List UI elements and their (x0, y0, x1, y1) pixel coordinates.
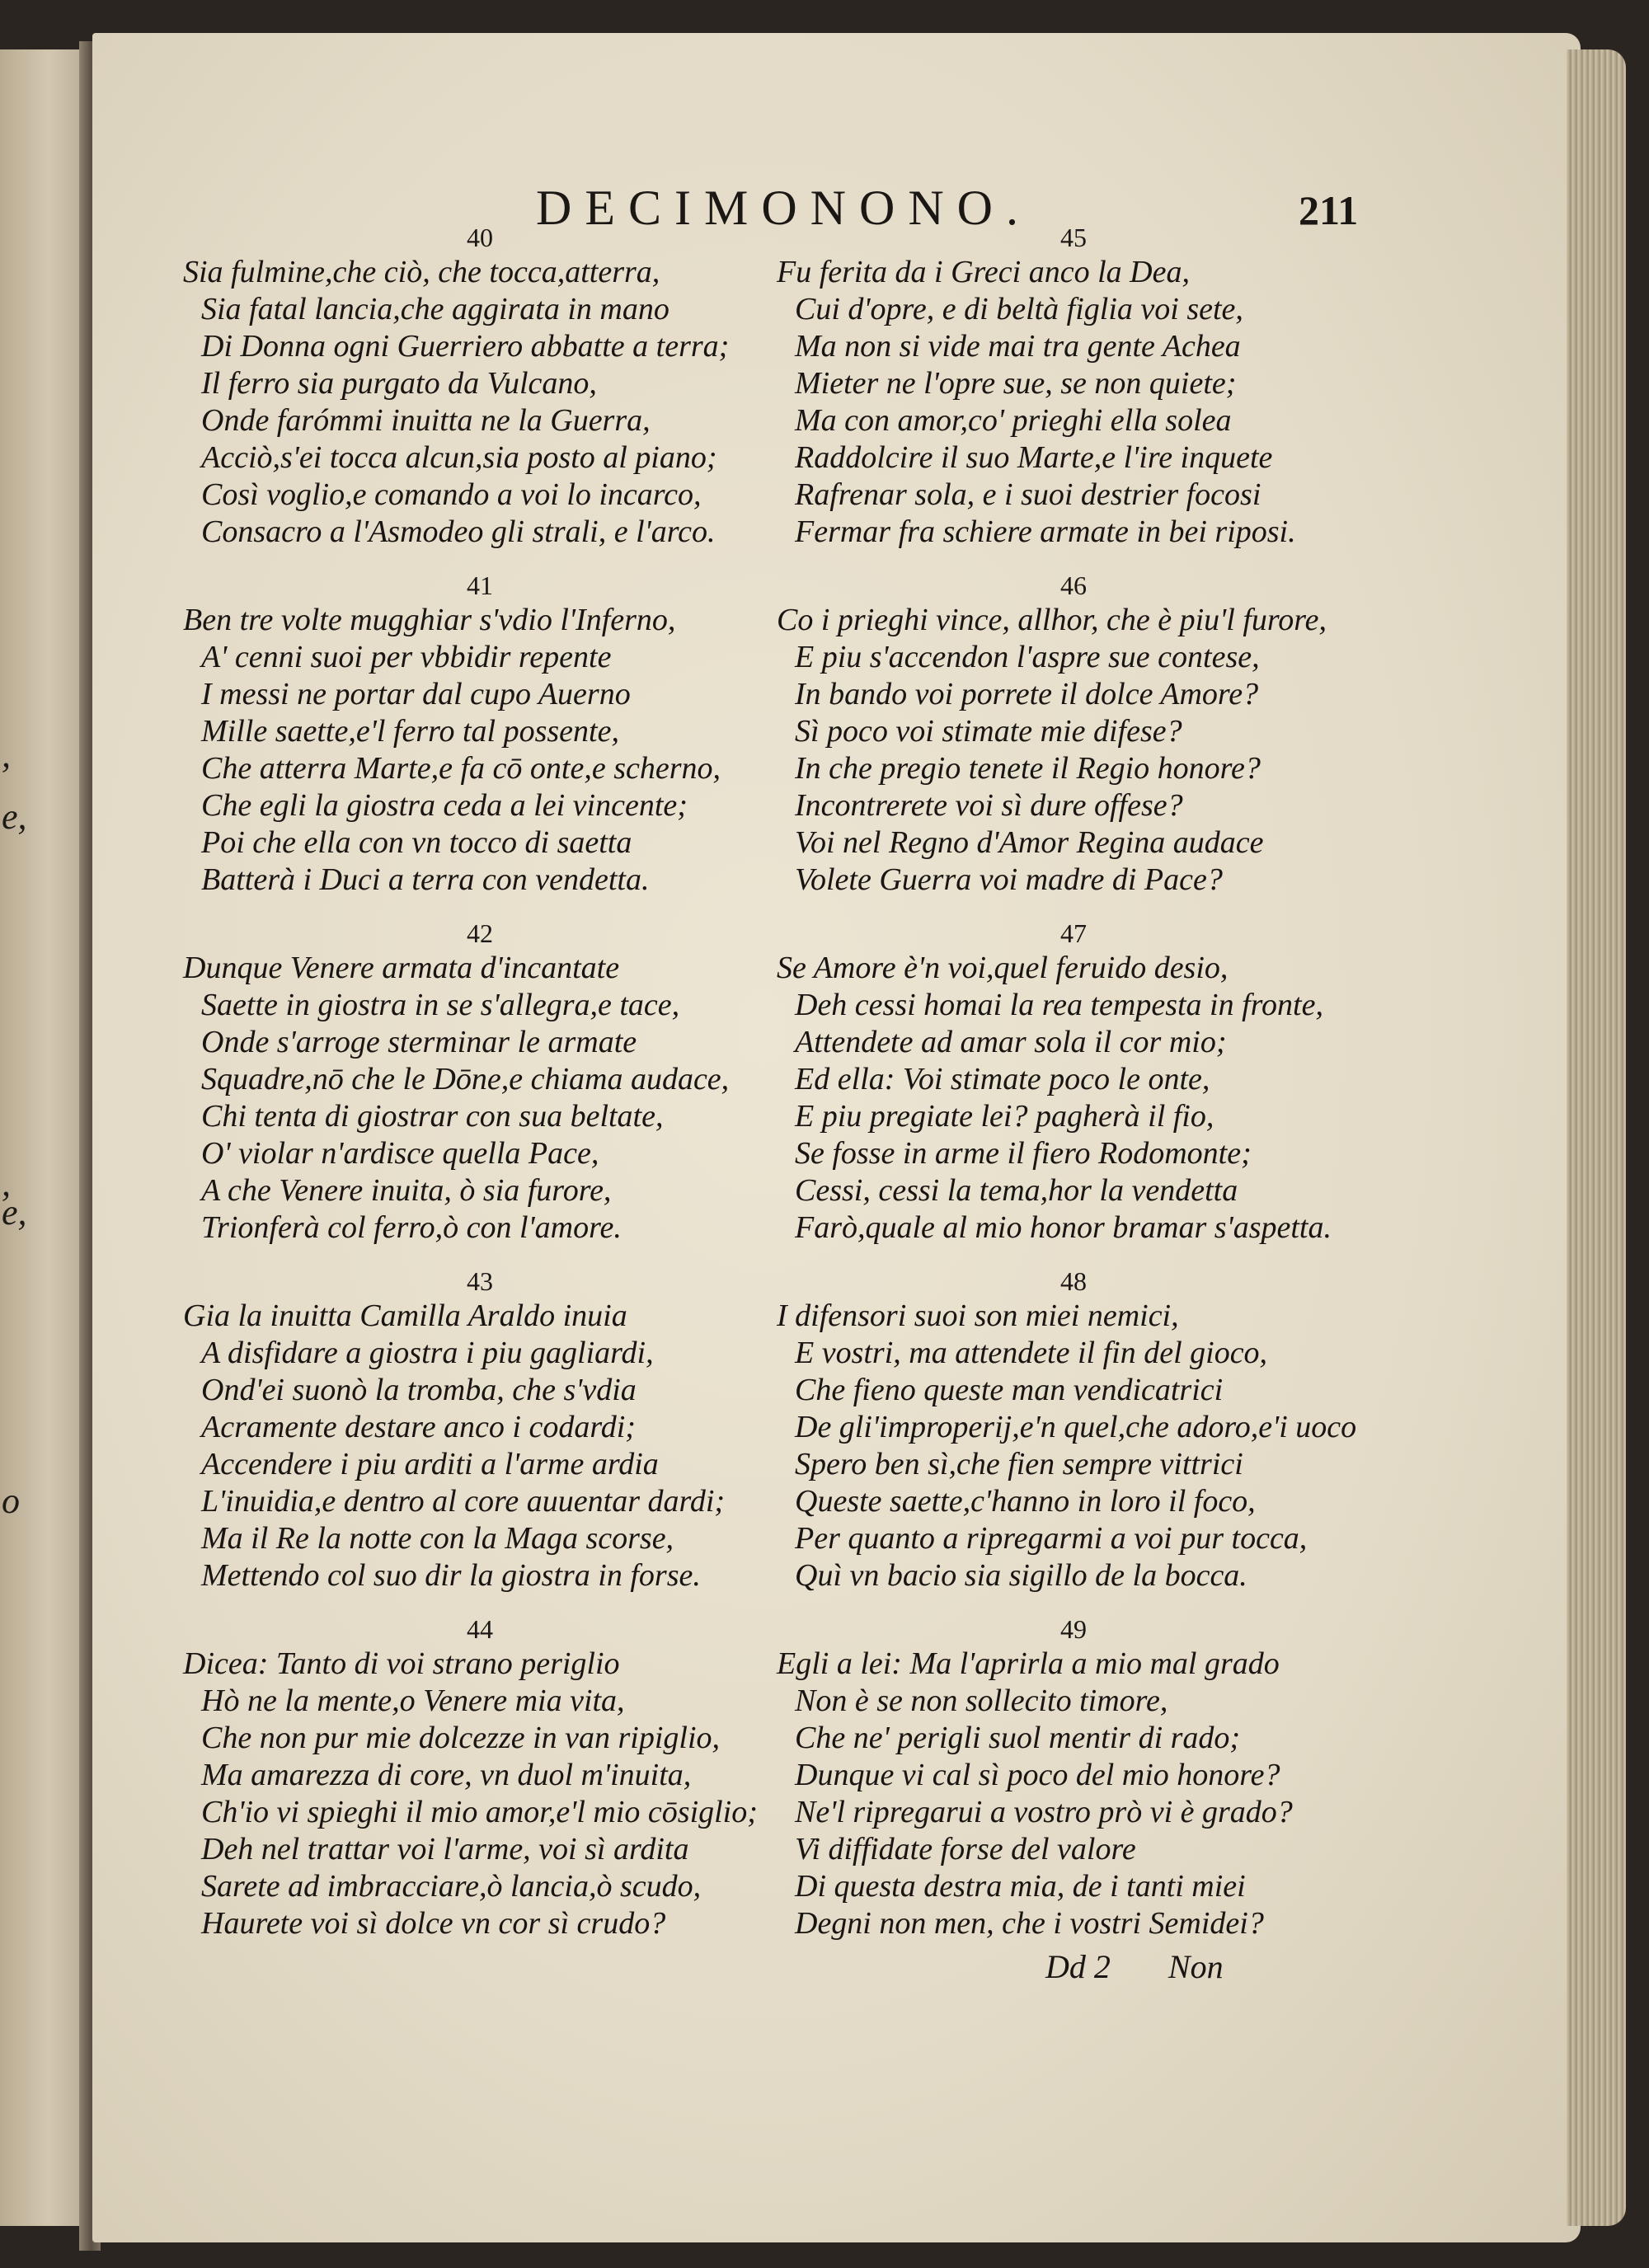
page-edges (1567, 49, 1626, 2226)
stanza (777, 1265, 1370, 1613)
verse-line: O' violar n'ardisce quella Pace, (201, 1136, 599, 1171)
running-title: DECIMONONO. (536, 181, 1031, 235)
verse-line: In che pregio tenete il Regio honore? (795, 751, 1261, 786)
verse-line: Saette in giostra in se s'allegra,e tace, (201, 988, 680, 1022)
verse-line: Così voglio,e comando a voi lo incarco, (201, 477, 702, 512)
verse-line: Fermar fra schiere armate in bei riposi. (795, 514, 1296, 549)
verse-line: Acciò,s'ei tocca alcun,sia posto al piano; (201, 440, 717, 475)
verse-line: De gli'improperij,e'n quel,che adoro,e'i uoco (795, 1410, 1357, 1444)
stanza (183, 1265, 777, 1613)
verse-line: Vi diffidate forse del valore (795, 1832, 1136, 1867)
verse-line: Deh nel trattar voi l'arme, voi sì ardita (201, 1832, 689, 1867)
verse-line: Se fosse in arme il fiero Rodomonte; (795, 1136, 1252, 1171)
stanza-number: 49 (1060, 1614, 1087, 1644)
stanza-number: 43 (467, 1266, 493, 1296)
verse-line: Co i prieghi vince, allhor, che è piu'l furore, (777, 603, 1327, 637)
stanza-number: 42 (467, 918, 493, 948)
stanza-number: 45 (1060, 223, 1087, 252)
verse-line: Sì poco voi stimate mie difese? (795, 714, 1182, 749)
verse-line: Di Donna ogni Guerriero abbatte a terra; (201, 329, 730, 364)
verse-line: Di questa destra mia, de i tanti miei (795, 1869, 1246, 1904)
footer-line (1045, 1947, 1224, 1986)
verse-line: Attendete ad amar sola il cor mio; (795, 1025, 1227, 1059)
verse-line: I messi ne portar dal cupo Auerno (201, 677, 631, 711)
verse-line: Sia fatal lancia,che aggirata in mano (201, 292, 669, 326)
verse-line: Consacro a l'Asmodeo gli strali, e l'arco. (201, 514, 716, 549)
verse-line: Ed ella: Voi stimate poco le onte, (795, 1062, 1210, 1096)
verse-line: Mille saette,e'l ferro tal possente, (201, 714, 619, 749)
verse-line: Deh cessi homai la rea tempesta in fronte, (795, 988, 1323, 1022)
verse-line: Chi tenta di giostrar con sua beltate, (201, 1099, 664, 1134)
verse-line: Cessi, cessi la tema,hor la vendetta (795, 1173, 1238, 1208)
page-number: 211 (1299, 187, 1359, 233)
verse-line: E piu s'accendon l'aspre sue contese, (795, 640, 1260, 674)
verse-line: Accendere i piu arditi a l'arme ardia (201, 1447, 659, 1481)
left-column (183, 221, 777, 1960)
verse-line: Gia la inuitta Camilla Araldo inuia (183, 1298, 627, 1333)
verse-line: Incontrerete voi sì dure offese? (795, 788, 1183, 823)
margin-mark: e, (2, 796, 27, 837)
verse-line: Squadre,nō che le Dōne,e chiama audace, (201, 1062, 730, 1096)
stanza (183, 917, 777, 1265)
stanza (777, 917, 1370, 1265)
margin-mark: o (2, 1481, 20, 1521)
verse-line: Egli a lei: Ma l'aprirla a mio mal grado (777, 1646, 1280, 1681)
verse-line: Cui d'opre, e di beltà figlia voi sete, (795, 292, 1243, 326)
verse-line: E vostri, ma attendete il fin del gioco, (795, 1336, 1268, 1370)
facing-page-edge (0, 49, 89, 2226)
verse-line: A che Venere inuita, ò sia furore, (201, 1173, 612, 1208)
verse-line: Ch'io vi spieghi il mio amor,e'l mio cōsiglio; (201, 1795, 758, 1829)
verse-line: Ne'l ripregarui a vostro prò vi è grado? (795, 1795, 1293, 1829)
verse-line: Onde farómmi inuitta ne la Guerra, (201, 403, 651, 438)
verse-line: Dicea: Tanto di voi strano periglio (183, 1646, 620, 1681)
verse-line: Sarete ad imbracciare,ò lancia,ò scudo, (201, 1869, 702, 1904)
verse-line: Raddolcire il suo Marte,e l'ire inquete (795, 440, 1273, 475)
stanza-number: 46 (1060, 571, 1087, 600)
stanza (183, 569, 777, 917)
verse-line: Batterà i Duci a terra con vendetta. (201, 862, 650, 897)
verse-line: Voi nel Regno d'Amor Regina audace (795, 825, 1264, 860)
verse-line: Rafrenar sola, e i suoi destrier focosi (795, 477, 1261, 512)
stanza (777, 1613, 1370, 1960)
verse-line: Poi che ella con vn tocco di saetta (201, 825, 632, 860)
verse-line: Non è se non sollecito timore, (795, 1683, 1168, 1718)
verse-line: Trionferà col ferro,ò con l'amore. (201, 1210, 622, 1245)
verse-line: Fu ferita da i Greci anco la Dea, (777, 255, 1190, 289)
verse-line: Dunque Venere armata d'incantate (183, 951, 620, 985)
verse-line: A' cenni suoi per vbbidir repente (201, 640, 612, 674)
verse-line: A disfidare a giostra i piu gagliardi, (201, 1336, 654, 1370)
verse-line: Quì vn bacio sia sigillo de la bocca. (795, 1558, 1247, 1593)
verse-line: L'inuidia,e dentro al core auuentar dardi; (201, 1484, 726, 1519)
right-column (777, 221, 1370, 1960)
stanza-number: 40 (467, 223, 493, 252)
verse-line: Ma non si vide mai tra gente Achea (795, 329, 1241, 364)
catchword: Non (1167, 1948, 1224, 1985)
signature-mark: Dd 2 (1045, 1948, 1111, 1985)
verse-line: Mieter ne l'opre sue, se non quiete; (795, 366, 1237, 401)
verse-line: Ma con amor,co' prieghi ella solea (795, 403, 1232, 438)
verse-line: Degni non men, che i vostri Semidei? (795, 1906, 1264, 1941)
verse-line: Che atterra Marte,e fa cō onte,e scherno, (201, 751, 721, 786)
stanza-number: 41 (467, 571, 493, 600)
stanza-number: 48 (1060, 1266, 1087, 1296)
verse-line: Ma amarezza di core, vn duol m'inuita, (201, 1758, 692, 1792)
verse-line: Haurete voi sì dolce vn cor sì crudo? (201, 1906, 666, 1941)
verse-line: Dunque vi cal sì poco del mio honore? (795, 1758, 1280, 1792)
verse-line: Ben tre volte mugghiar s'vdio l'Inferno, (183, 603, 676, 637)
margin-mark: , (2, 1163, 11, 1204)
verse-line: In bando voi porrete il dolce Amore? (795, 677, 1259, 711)
stanza-number: 44 (467, 1614, 493, 1644)
verse-line: Che egli la giostra ceda a lei vincente; (201, 788, 688, 823)
margin-mark: , (2, 735, 11, 775)
verse-line: Onde s'arroge sterminar le armate (201, 1025, 637, 1059)
verse-line: Ma il Re la notte con la Maga scorse, (201, 1521, 674, 1556)
verse-line: E piu pregiate lei? pagherà il fio, (795, 1099, 1214, 1134)
verse-line: Che non pur mie dolcezze in van ripiglio, (201, 1721, 721, 1755)
verse-line: I difensori suoi son miei nemici, (777, 1298, 1179, 1333)
verse-line: Queste saette,c'hanno in loro il foco, (795, 1484, 1256, 1519)
stanza-number: 47 (1060, 918, 1087, 948)
verse-line: Ond'ei suonò la tromba, che s'vdia (201, 1373, 637, 1407)
stanza (777, 221, 1370, 569)
margin-mark: e, (2, 1192, 27, 1233)
verse-line: Mettendo col suo dir la giostra in forse. (201, 1558, 701, 1593)
verse-line: Se Amore è'n voi,quel feruido desio, (777, 951, 1229, 985)
stanza (183, 1613, 777, 1960)
verse-line: Farò,quale al mio honor bramar s'aspetta. (795, 1210, 1332, 1245)
verse-line: Il ferro sia purgato da Vulcano, (201, 366, 597, 401)
verse-line: Per quanto a ripregarmi a voi pur tocca, (795, 1521, 1308, 1556)
verse-line: Spero ben sì,che fien sempre vittrici (795, 1447, 1243, 1481)
verse-line: Sia fulmine,che ciò, che tocca,atterra, (183, 255, 660, 289)
verse-line: Che ne' perigli suol mentir di rado; (795, 1721, 1241, 1755)
verse-line: Che fieno queste man vendicatrici (795, 1373, 1224, 1407)
verse-line: Volete Guerra voi madre di Pace? (795, 862, 1223, 897)
stanza (183, 221, 777, 569)
stanza (777, 569, 1370, 917)
verse-line: Acramente destare anco i codardi; (201, 1410, 636, 1444)
verse-line: Hò ne la mente,o Venere mia vita, (201, 1683, 625, 1718)
